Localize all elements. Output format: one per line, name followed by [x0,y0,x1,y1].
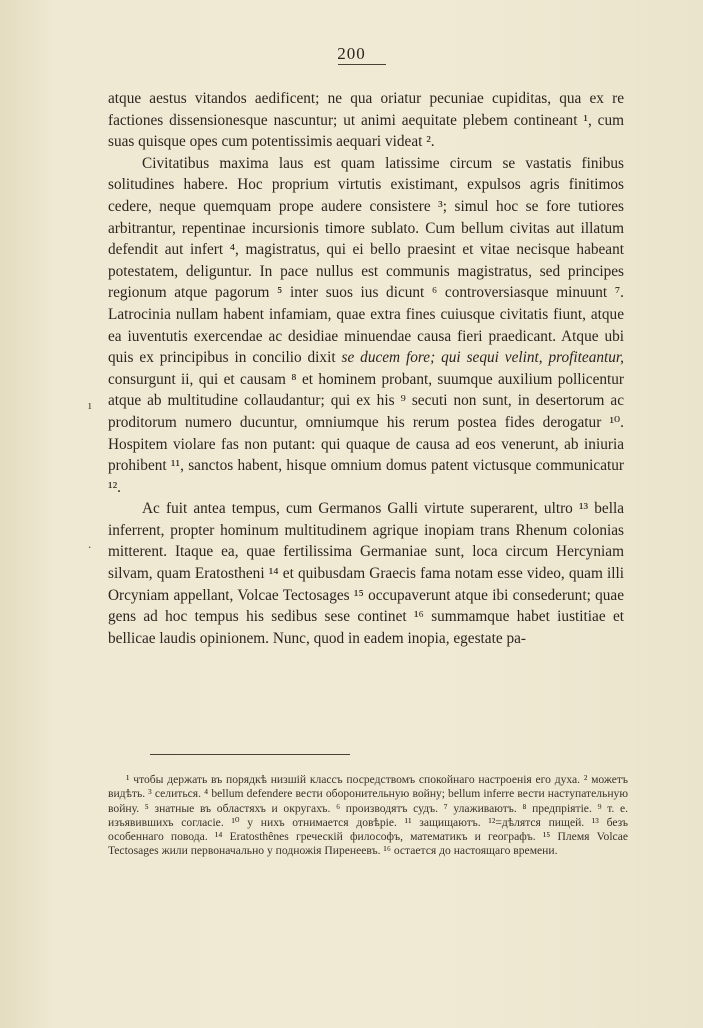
paragraph-2-part-1: Civitatibus maxima laus est quam latissime circum se vastatis finibus solitudines habere. Hoc proprium virtutis existimant, expulsos agris finitimos cedere, neque quemquam prope audere consistere ³; simul hoc se fore tutiores arbitrantur, repentinae incursionis timore sublato. Cum bellum civitas aut illatum defendit aut infert ⁴, magistratus, qui ei bello praesint et vitae necisque habeant potestatem, deliguntur. In pace nullus est communis magistratus, sed principes regionum atque pagorum ⁵ inter suos ius dicunt ⁶ controversiasque minuunt ⁷. Latrocinia nullam habent infamiam, quae extra fines cuiusque civitatis fiunt, atque ea iuventutis exercendae ac desidiae minuendae causa fieri praedicant. Atque ubi quis ex principibus in concilio dixit [108,154,624,367]
header-rule [338,64,386,65]
footnotes-text: ¹ чтобы держать въ порядкѣ низшій классъ посредствомъ спокойнаго настроенія его духа. ² можетъ видѣть. ³ селиться. ⁴ bellum defendere вести оборонительную войну; bellum inferre вести наступательную войну. ⁵ знатные въ областяхъ и округахъ. ⁶ производятъ судъ. ⁷ улаживаютъ. ⁸ предпріятіе. ⁹ т. е. изъявившихъ согласіе. ¹⁰ у нихъ отнимается довѣріе. ¹¹ защищаютъ. ¹²=дѣлятся пищей. ¹³ безъ особеннаго повода. ¹⁴ Eratosthênes греческій философъ, математикъ и географъ. ¹⁵ Племя Volcae Tectosages жили первоначально у подножія Пиренеевъ. ¹⁶ остается до настоящаго времени. [108,773,628,858]
footnote-rule [150,754,350,755]
footnotes [108,773,628,859]
paragraph-2 [108,153,624,499]
paragraph-1: atque aestus vitandos aedificent; ne qua oriatur pecuniae cupiditas, qua ex re factiones dissensionesque nascuntur; ut animi aequitate plebem contineant ¹, cum suas quisque opes cum potentissimis aequari videat ². [108,90,624,151]
page-number: 200 [337,44,366,63]
main-text [108,88,624,649]
paragraph-3: Ac fuit antea tempus, cum Germanos Galli virtute superarent, ultro ¹³ bella inferrent, propter hominum multitudinem agrique inopiam trans Rhenum colonias mitterent. Itaque ea, quae fertilissima Germaniae sunt, loca circum Hercyniam silvam, quam Eratostheni ¹⁴ et quibusdam Graecis fama notam esse video, quam illi Orcyniam appellant, Volcae Tectosages ¹⁵ occupaverunt atque ibi consederunt; quae gens ad hoc tempus his sedibus sese continet ¹⁶ summamque habet iustitiae et bellicae laudis opinionem. Nunc, quod in eadem inopia, egestate pa- [108,500,624,647]
margin-mark: . [88,536,92,551]
paragraph-2-italic-quote: se ducem fore; qui sequi velint, profiteantur, [341,349,624,367]
margin-mark: ı [88,397,92,412]
paragraph-2-part-2: consurgunt ii, qui et causam ⁸ et hominem probant, suumque auxilium pollicentur atque ab multitudine collaudantur; qui ex his ⁹ secuti non sunt, in desertorum ac proditorum numero ducuntur, omniumque his rerum postea fides derogatur ¹⁰. Hospitem violare fas non putant: qui quaque de causa ad eos venerunt, ab iniuria prohibent ¹¹, sanctos habent, hisque omnium domus patent victusque communicatur ¹². [108,370,624,496]
